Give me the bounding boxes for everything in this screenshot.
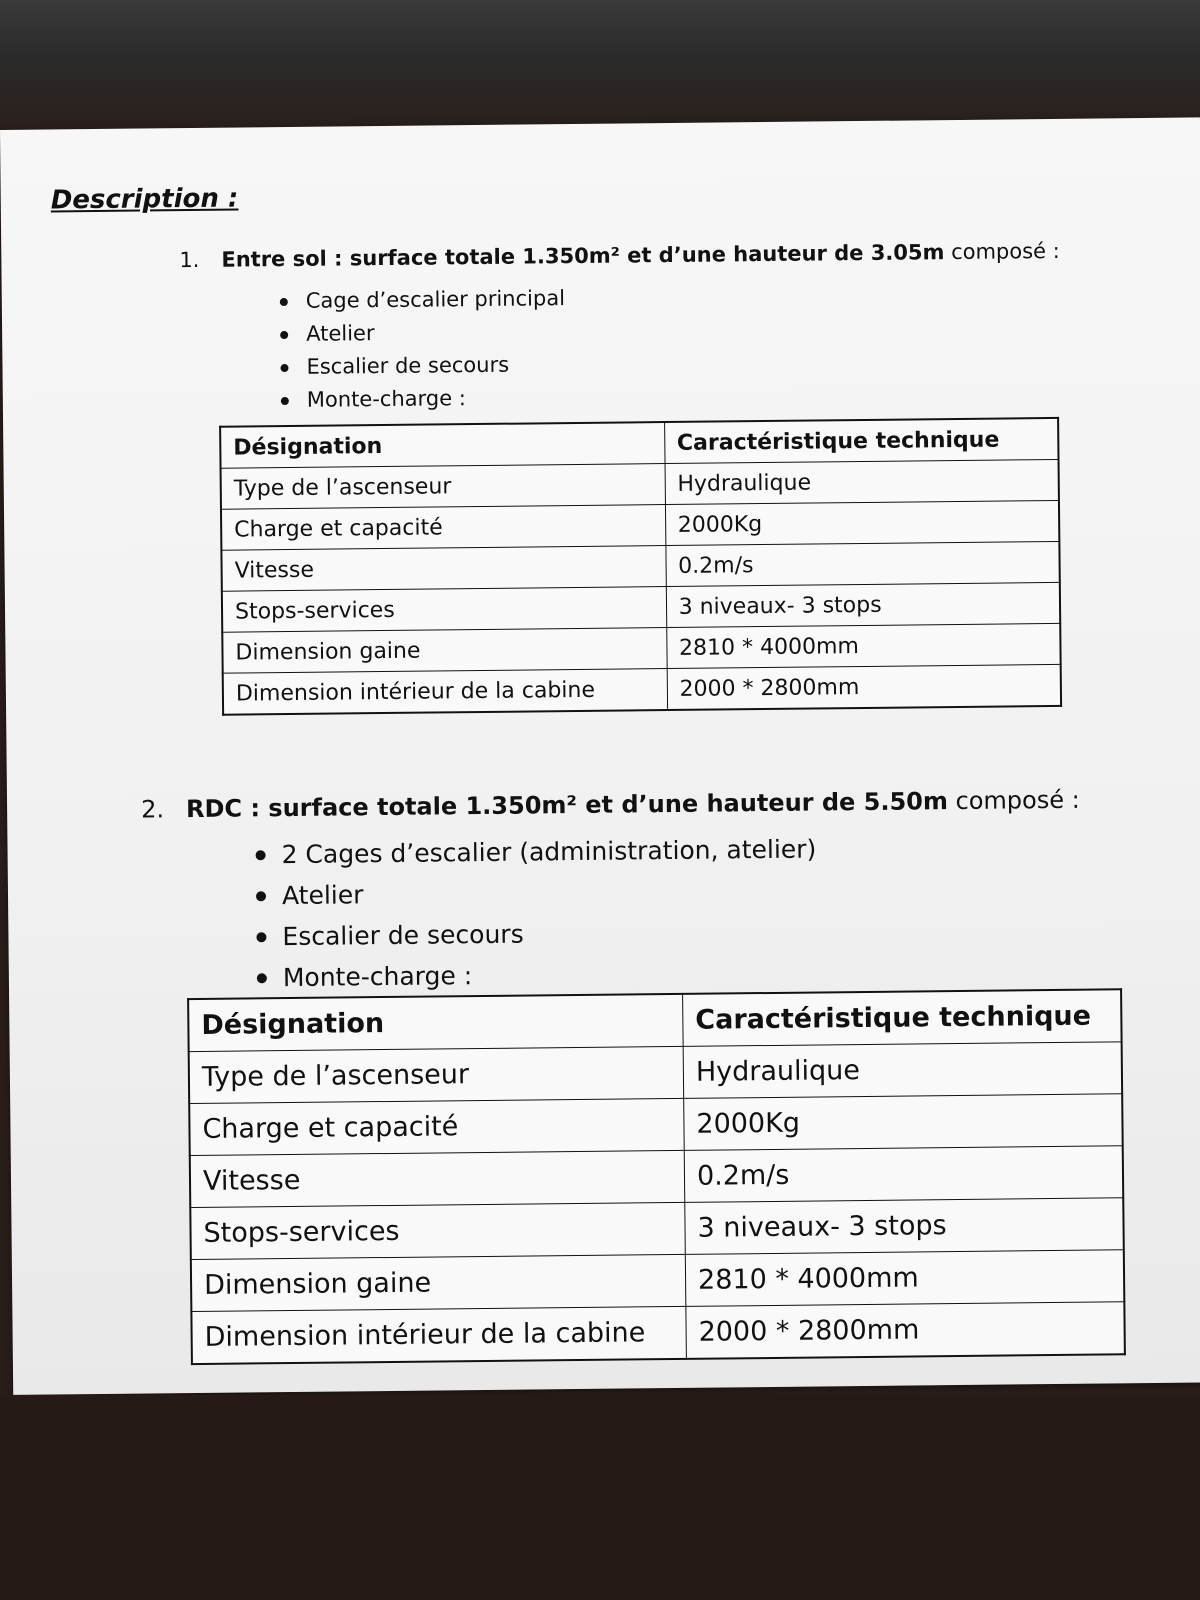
list-item: Atelier xyxy=(256,869,817,916)
table-cell-value: 2000Kg xyxy=(665,500,1059,545)
section-heading-bold: Entre sol : surface totale 1.350m² et d’une hauteur de 3.05m xyxy=(221,240,945,272)
table-row xyxy=(191,1302,1124,1364)
section-number: 2. xyxy=(140,795,165,824)
list-item: Monte-charge : xyxy=(257,951,818,998)
table-cell-value: 2810 * 4000mm xyxy=(685,1250,1124,1307)
table-cell-label: Charge et capacité xyxy=(189,1098,684,1155)
table-header-row xyxy=(188,989,1121,1051)
table-cell-label: Charge et capacité xyxy=(221,505,666,551)
table-cell-value: 3 niveaux- 3 stops xyxy=(685,1198,1124,1255)
section-heading-tail: composé : xyxy=(951,238,1060,265)
table-cell-label: Type de l’ascenseur xyxy=(221,464,666,510)
background-bottom xyxy=(0,1395,1200,1600)
table-cell-label: Stops-services xyxy=(222,587,667,633)
table-cell-label: Type de l’ascenseur xyxy=(189,1046,684,1103)
table-cell-label: Dimension intérieur de la cabine xyxy=(191,1306,686,1364)
table-cell-value: 3 niveaux- 3 stops xyxy=(666,582,1060,627)
list-item: Atelier xyxy=(280,315,566,351)
section-rdc xyxy=(7,772,1200,1353)
paper-sheet xyxy=(0,117,1200,1394)
section-entre-sol xyxy=(1,227,1200,707)
table-cell-label: Vitesse xyxy=(190,1150,685,1207)
table-cell-value: 2000Kg xyxy=(684,1094,1123,1151)
document-title: Description : xyxy=(50,183,239,216)
table-cell-label: Vitesse xyxy=(221,546,666,592)
table-cell-label: Stops-services xyxy=(190,1202,685,1259)
table-cell-value: 0.2m/s xyxy=(684,1146,1123,1203)
section-item-list xyxy=(255,828,817,998)
table-cell-label: Dimension gaine xyxy=(191,1254,686,1311)
table-cell-value: 2000 * 2800mm xyxy=(686,1302,1125,1359)
table-cell-value: 0.2m/s xyxy=(666,541,1060,586)
list-item: 2 Cages d’escalier (administration, atelier) xyxy=(255,828,816,875)
spec-table xyxy=(219,417,1062,716)
table-cell-value: 2810 * 4000mm xyxy=(666,623,1060,668)
section-heading xyxy=(179,239,1060,272)
table-row xyxy=(223,664,1061,714)
list-item: Escalier de secours xyxy=(280,348,566,384)
list-item: Escalier de secours xyxy=(256,910,817,957)
table-cell-value: 2000 * 2800mm xyxy=(667,664,1061,710)
list-item: Monte-charge : xyxy=(281,381,567,417)
table-cell-value: Hydraulique xyxy=(683,1042,1122,1099)
header-caracteristique: Caractéristique technique xyxy=(683,989,1122,1046)
header-caracteristique: Caractéristique technique xyxy=(664,418,1058,464)
table-cell-value: Hydraulique xyxy=(665,459,1059,504)
spec-table xyxy=(187,988,1126,1365)
table-cell-label: Dimension gaine xyxy=(222,628,667,674)
table-cell-label: Dimension intérieur de la cabine xyxy=(223,669,668,715)
section-number: 1. xyxy=(179,247,200,273)
header-designation: Désignation xyxy=(220,422,665,468)
header-designation: Désignation xyxy=(188,994,683,1052)
section-heading xyxy=(141,786,1080,824)
section-heading-tail: composé : xyxy=(955,785,1080,816)
section-item-list xyxy=(280,282,567,417)
list-item: Cage d’escalier principal xyxy=(280,282,566,318)
section-heading-bold: RDC : surface totale 1.350m² et d’une hauteur de 5.50m xyxy=(185,787,949,824)
